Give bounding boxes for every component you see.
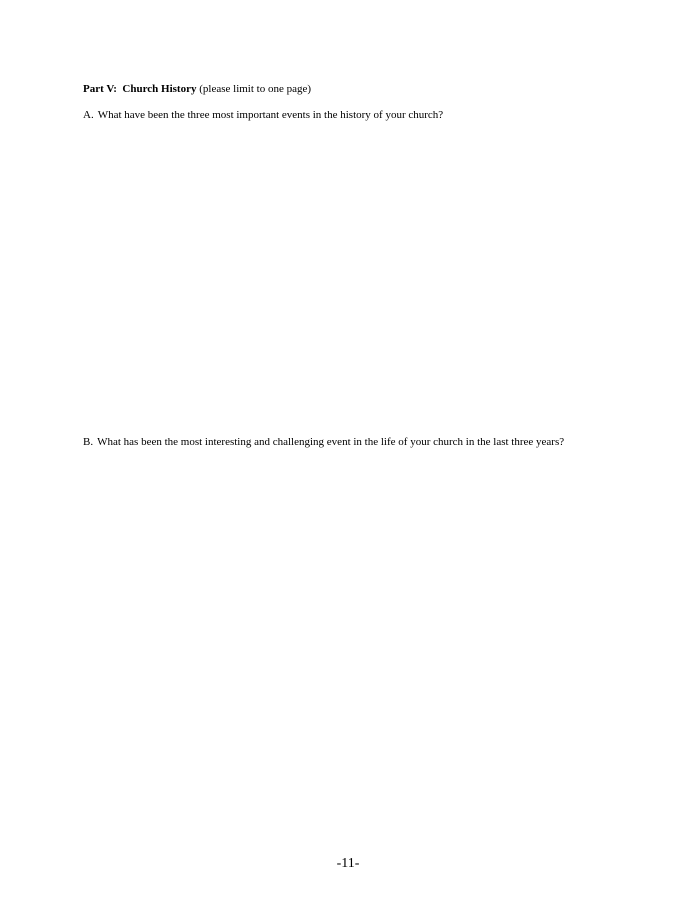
answer-area-a[interactable] (83, 126, 613, 426)
page-number: -11- (336, 856, 360, 871)
answer-area-b[interactable] (83, 453, 613, 843)
question-b-letter: B. (83, 436, 94, 448)
question-a-letter: A. (83, 109, 94, 121)
part-label: Part V: (83, 83, 117, 95)
question-b-text: What has been the most interesting and challenging event in the life of your church in the last three years? (97, 436, 565, 448)
question-b (83, 435, 564, 449)
section-title: Church History (122, 83, 197, 95)
section-heading (83, 82, 311, 96)
section-note: (please limit to one page) (199, 83, 312, 95)
question-a-text: What have been the three most important events in the history of your church? (97, 109, 444, 121)
question-a (83, 108, 443, 122)
